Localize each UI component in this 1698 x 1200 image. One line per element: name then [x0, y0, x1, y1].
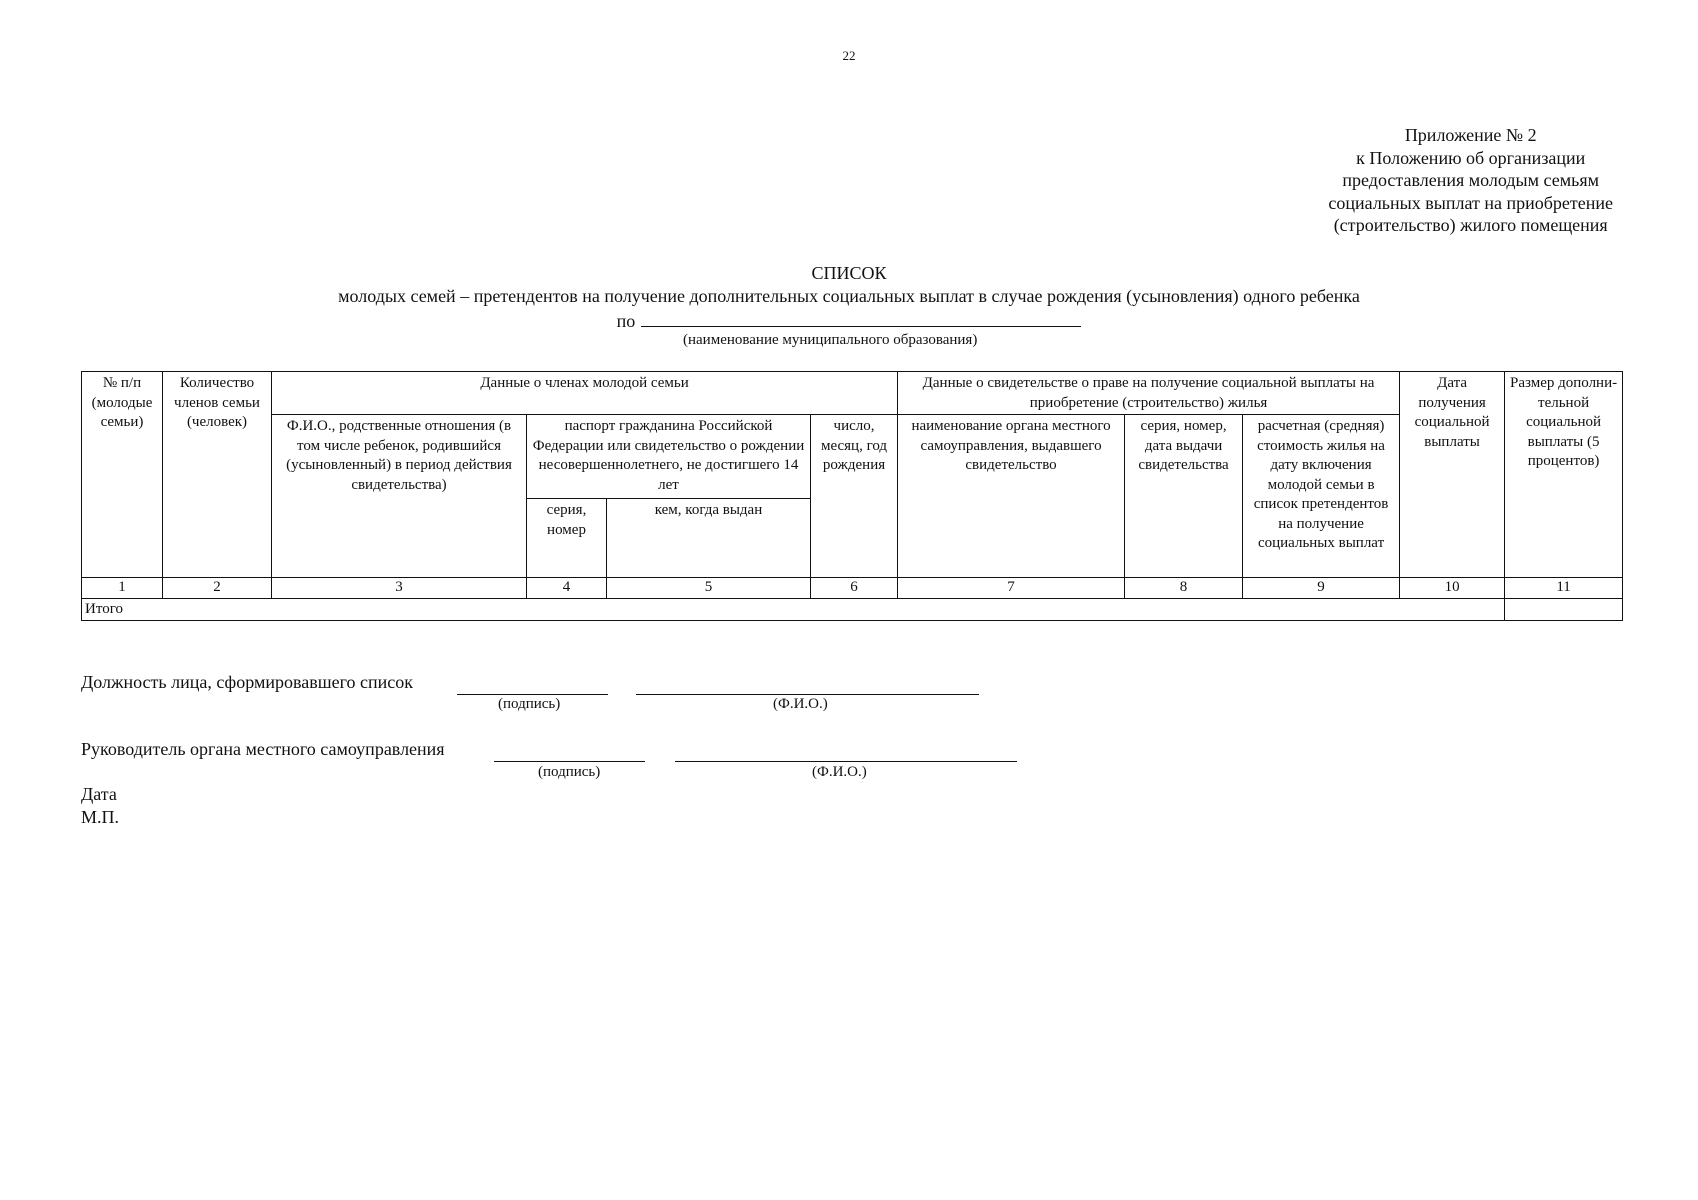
compiler-signature-blank — [457, 694, 608, 695]
column-number: 11 — [1505, 578, 1623, 599]
header-passport: паспорт гражданина Российской Федерации или свидетельство о рождении несовершеннолетнего, не достигшего 14 лет — [527, 415, 811, 499]
column-number: 7 — [898, 578, 1125, 599]
date-label: Дата — [81, 784, 117, 804]
header-family-count: Количество членов семьи (человек) — [163, 372, 272, 578]
total-value — [1505, 599, 1623, 621]
compiler-signature-label: Должность лица, сформировавшего список — [81, 672, 413, 692]
head-signature-caption: (подпись) — [538, 764, 601, 780]
appendix-line: социальных выплат на приобретение — [1328, 192, 1613, 213]
total-row — [82, 599, 1623, 621]
header-extra-amount: Размер дополни-тельной социальной выплаты (5 процентов) — [1505, 372, 1623, 578]
header-passport-issued: кем, когда выдан — [607, 499, 811, 578]
column-number: 3 — [272, 578, 527, 599]
title-heading: СПИСОК — [811, 263, 887, 283]
header-certificate-series: серия, номер, дата выдачи свидетельства — [1125, 415, 1243, 578]
header-housing-cost: расчетная (средняя) стоимость жилья на дату включения молодой семьи в список претендентов на получение социальных выплат — [1243, 415, 1400, 578]
column-number: 6 — [811, 578, 898, 599]
head-fio-blank — [675, 761, 1017, 762]
column-number: 10 — [1400, 578, 1505, 599]
compiler-fio-blank — [636, 694, 979, 695]
document-title — [0, 262, 1698, 333]
head-signature-label: Руководитель органа местного самоуправления — [81, 739, 445, 759]
appendix-line: (строительство) жилого помещения — [1333, 215, 1608, 235]
header-passport-series: серия, номер — [527, 499, 607, 578]
page-number: 22 — [842, 48, 856, 63]
families-table — [81, 371, 1623, 621]
column-number: 8 — [1125, 578, 1243, 599]
column-number: 2 — [163, 578, 272, 599]
title-subtitle: молодых семей – претендентов на получение дополнительных социальных выплат в случае рождения (усыновления) одного ребенка — [338, 286, 1360, 306]
municipality-caption: (наименование муниципального образования) — [683, 332, 978, 348]
column-number: 4 — [527, 578, 607, 599]
header-fio: Ф.И.О., родственные отношения (в том числе ребенок, родившийся (усыновленный) в период действия свидетельства) — [272, 415, 527, 578]
header-number: № п/п (молодые семьи) — [82, 372, 163, 578]
column-numbers-row — [82, 578, 1623, 599]
column-number: 1 — [82, 578, 163, 599]
appendix-line: Приложение № 2 — [1404, 125, 1537, 145]
stamp-label: М.П. — [81, 807, 120, 827]
header-payment-date: Дата получения социальной выплаты — [1400, 372, 1505, 578]
appendix-line: предоставления молодым семьям — [1342, 170, 1599, 190]
column-number: 9 — [1243, 578, 1400, 599]
compiler-signature-caption: (подпись) — [498, 696, 561, 712]
head-fio-caption: (Ф.И.О.) — [812, 764, 867, 780]
header-birth-date: число, месяц, год рождения — [811, 415, 898, 578]
date-stamp-block — [81, 783, 119, 829]
head-signature-blank — [494, 761, 645, 762]
header-certificate: Данные о свидетельстве о праве на получение социальной выплаты на приобретение (строительство) жилья — [898, 372, 1400, 415]
po-label: по — [616, 311, 636, 331]
header-issuing-authority: наименование органа местного самоуправления, выдавшего свидетельство — [898, 415, 1125, 578]
compiler-fio-caption: (Ф.И.О.) — [773, 696, 828, 712]
total-label: Итого — [82, 599, 1505, 621]
appendix-header — [1328, 124, 1613, 237]
header-family-members: Данные о членах молодой семьи — [272, 372, 898, 415]
column-number: 5 — [607, 578, 811, 599]
appendix-line: к Положению об организации — [1356, 147, 1586, 168]
municipality-blank — [641, 308, 1081, 327]
municipality-line — [0, 308, 1698, 333]
